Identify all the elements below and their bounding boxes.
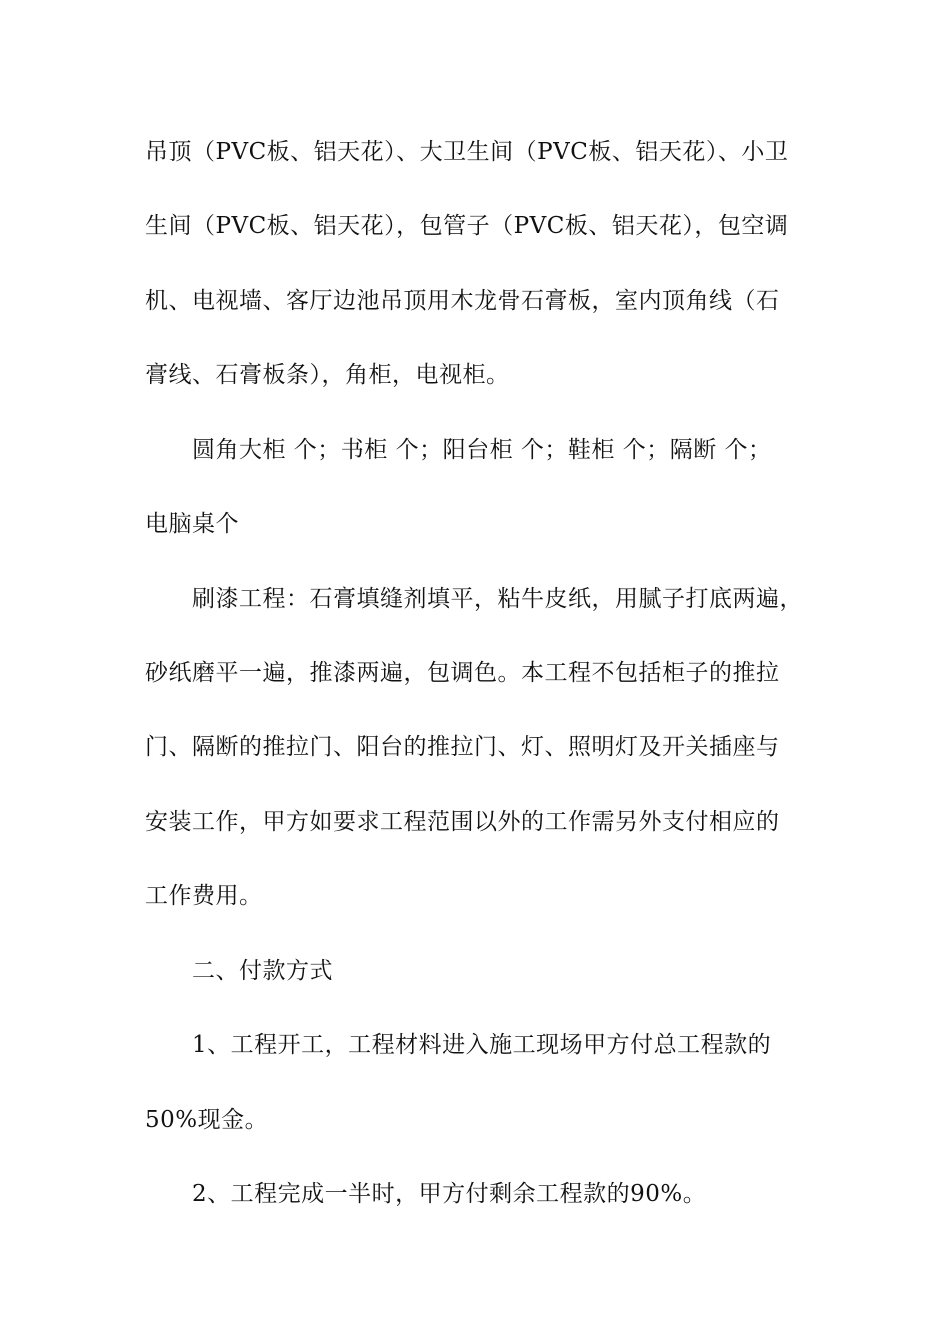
text-line: 2、工程完成一半时，甲方付剩余工程款的90%。 [192,1181,707,1207]
text-line: 门、隔断的推拉门、阳台的推拉门、灯、照明灯及开关插座与 [145,734,780,760]
text-line: 1、工程开工，工程材料进入施工现场甲方付总工程款的 [192,1032,772,1058]
text-line: 砂纸磨平一遍，推漆两遍，包调色。本工程不包括柜子的推拉 [145,660,780,686]
text-line: 膏线、石膏板条），角柜，电视柜。 [145,362,510,388]
text-line: 圆角大柜 个；书柜 个；阳台柜 个；鞋柜 个；隔断 个； [192,437,772,463]
text-line: 50%现金。 [145,1107,269,1133]
text-line: 生间（PVC板、铝天花），包管子（PVC板、铝天花），包空调 [145,213,789,239]
text-line: 电脑桌个 [145,511,239,537]
text-line: 吊顶（PVC板、铝天花）、大卫生间（PVC板、铝天花）、小卫 [145,139,789,165]
text-line: 工作费用。 [145,883,263,909]
section-heading: 二、付款方式 [192,958,333,984]
text-line: 机、电视墙、客厅边池吊顶用木龙骨石膏板，室内顶角线（石 [145,288,780,314]
text-line: 刷漆工程：石膏填缝剂填平，粘牛皮纸，用腻子打底两遍， [192,586,803,612]
text-line: 安装工作，甲方如要求工程范围以外的工作需另外支付相应的 [145,809,780,835]
